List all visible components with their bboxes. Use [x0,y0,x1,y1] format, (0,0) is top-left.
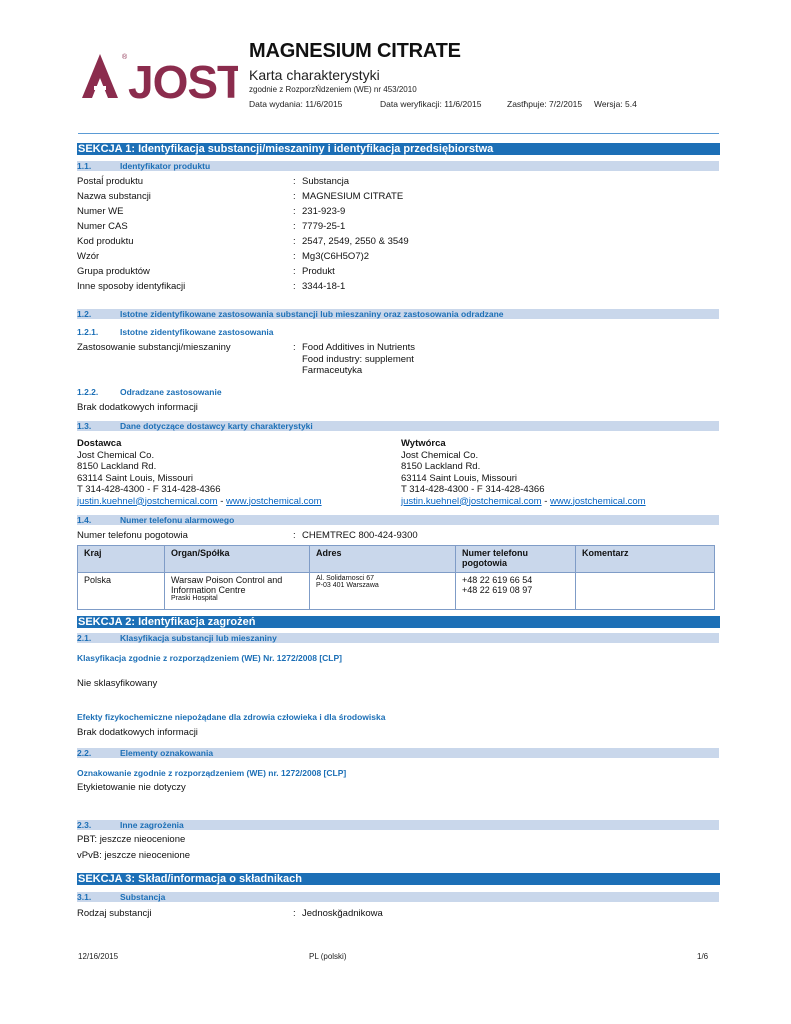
subsection-2-3: 2.3. Inne zagrożenia [77,820,719,830]
field-label: Numer CAS [77,221,128,232]
pbt-text: PBT: jeszcze nieocenione [77,834,186,845]
use-label: Zastosowanie substancji/mieszaniny [77,342,231,353]
field-value: Produkt [302,266,335,277]
table-header: Kraj [78,546,165,573]
use-item: Food industry: supplement [302,353,414,365]
use-item: Farmaceutyka [302,365,363,376]
field-value: 231-923-9 [302,206,346,217]
field-label: Wzór [77,251,100,262]
manufacturer-street: 8150 Lackland Rd. [401,461,481,472]
comment-cell [576,573,715,610]
clp-heading: Klasyfikacja zgodnie z rozporządzeniem (WE) Nr. 1272/2008 [CLP] [77,653,342,663]
table-header: Komentarz [576,546,715,573]
subsection-1-1: 1.1. Identyfikator produktu [77,161,719,171]
emergency-value: CHEMTREC 800-424-9300 [302,530,418,541]
supplier-web-link[interactable]: www.jostchemical.com [226,495,322,507]
address-cell: Al. Solidarnosci 67 P-03 401 Warszawa [310,573,456,610]
manufacturer-phone: T 314-428-4300 - F 314-428-4366 [401,484,545,495]
emergency-label: Numer telefonu pogotowia [77,530,188,541]
manufacturer-city: 63114 Saint Louis, Missouri [401,472,517,484]
table-row [78,573,715,610]
document-title: MAGNESIUM CITRATE [249,40,461,62]
field-value: MAGNESIUM CITRATE [302,191,404,202]
table-header: Numer telefonu pogotowia [456,546,576,573]
field-label: Grupa produktów [77,266,150,277]
country-cell: Polska [78,573,165,610]
not-classified-text: Nie sklasyfikowany [77,678,158,689]
supplier-heading: Dostawca [77,438,122,449]
substance-type-value: Jednoskğadnikowa [302,908,383,919]
label-text: Etykietowanie nie dotyczy [77,782,186,793]
field-label: Kod produktu [77,236,134,247]
jost-logo [78,50,238,102]
subsection-3-1: 3.1. Substancja [77,892,719,902]
document-subtitle: Karta charakterystyki [249,67,380,83]
no-info-text: Brak dodatkowych informacji [77,402,198,413]
verify-date: Data weryfikacji: 11/6/2015 [380,99,482,109]
manufacturer-email-link[interactable]: justin.kuehnel@jostchemical.com [401,495,542,507]
emergency-table [77,545,715,610]
supplier-street: 8150 Lackland Rd. [77,461,157,472]
subsection-1-4: 1.4. Numer telefonu alarmowego [77,515,719,525]
field-value: Mg3(C6H5O7)2 [302,251,370,262]
field-value: 2547, 2549, 2550 & 3549 [302,236,409,247]
table-header: Organ/Spółka [165,546,310,573]
field-value: 7779-25-1 [302,221,346,232]
section-3-header: SEKCJA 3: Skład/informacja o składnikach [77,873,720,885]
svg-text:JOST: JOST [128,56,238,102]
footer-language: PL (polski) [309,952,347,961]
uses-list [302,342,415,377]
field-label: Nazwa substancji [77,191,151,202]
version: Wersja: 5.4 [594,99,637,109]
supplier-name: Jost Chemical Co. [77,449,155,461]
replaces-date: Zastħpuje: 7/2/2015 [507,99,583,109]
supplier-city: 63114 Saint Louis, Missouri [77,472,193,484]
field-value: Substancja [302,176,350,187]
footer-date: 12/16/2015 [78,952,119,961]
subsection-2-1: 2.1. Klasyfikacja substancji lub mieszaniny [77,633,719,643]
no-info-text: Brak dodatkowych informacji [77,727,198,738]
svg-text:®: ® [122,54,128,61]
effects-heading: Efekty fizykochemiczne niepożądane dla zdrowia człowieka i dla środowiska [77,712,386,722]
field-label: Numer WE [77,206,124,217]
header-divider [78,133,719,134]
substance-type-label: Rodzaj substancji [77,908,152,919]
manufacturer-block: Wytwórca Jost Chemical Co. 8150 Lackland Rd. 63114 Saint Louis, Missouri T 314-428-4300 - F 314-428-4366 justin.kuehnel@jostchemical.com - www.jostchemical.com [401,438,646,507]
subsection-1-2-2: 1.2.2. Odradzane zastosowanie [77,387,222,397]
section-2-header: SEKCJA 2: Identyfikacja zagrożeń [77,616,720,628]
field-label: Inne sposoby identyfikacji [77,281,186,292]
manufacturer-name: Jost Chemical Co. [401,449,479,461]
field-label: Postaĺ produktu [77,176,144,187]
label-heading: Oznakowanie zgodnie z rozporządzeniem (WE) nr. 1272/2008 [CLP] [77,768,347,778]
use-item: Food Additives in Nutrients [302,342,416,353]
manufacturer-web-link[interactable]: www.jostchemical.com [550,495,646,507]
subsection-2-2: 2.2. Elementy oznakowania [77,748,719,758]
manufacturer-heading: Wytwórca [401,438,446,449]
table-header: Adres [310,546,456,573]
supplier-email-link[interactable]: justin.kuehnel@jostchemical.com [77,495,218,507]
issue-date: Data wydania: 11/6/2015 [249,99,343,109]
subsection-1-2: 1.2. Istotne zidentyfikowane zastosowania substancji lub mieszaniny oraz zastosowania odradzane [77,309,719,319]
regulation-text: zgodnie z RozporzŃdzeniem (WE) nr 453/2010 [249,85,417,94]
phone-cell: +48 22 619 66 54 +48 22 619 08 97 [456,573,576,610]
supplier-block: Dostawca Jost Chemical Co. 8150 Lackland Rd. 63114 Saint Louis, Missouri T 314-428-4300 - F 314-428-4366 justin.kuehnel@jostchemical.com - www.jostchemical.com [77,438,322,507]
subsection-1-3: 1.3. Dane dotyczące dostawcy karty charakterystyki [77,421,719,431]
section-1-header: SEKCJA 1: Identyfikacja substancji/mieszaniny i identyfikacja przedsiębiorstwa [77,143,720,155]
subsection-1-2-1: 1.2.1. Istotne zidentyfikowane zastosowania [77,327,274,337]
supplier-phone: T 314-428-4300 - F 314-428-4366 [77,484,221,495]
field-value: 3344-18-1 [302,281,346,292]
vpvb-text: vPvB: jeszcze nieocenione [77,850,191,861]
org-cell: Warsaw Poison Control and Information Centre Praski Hospital [165,573,310,610]
footer-page: 1/6 [697,952,709,961]
